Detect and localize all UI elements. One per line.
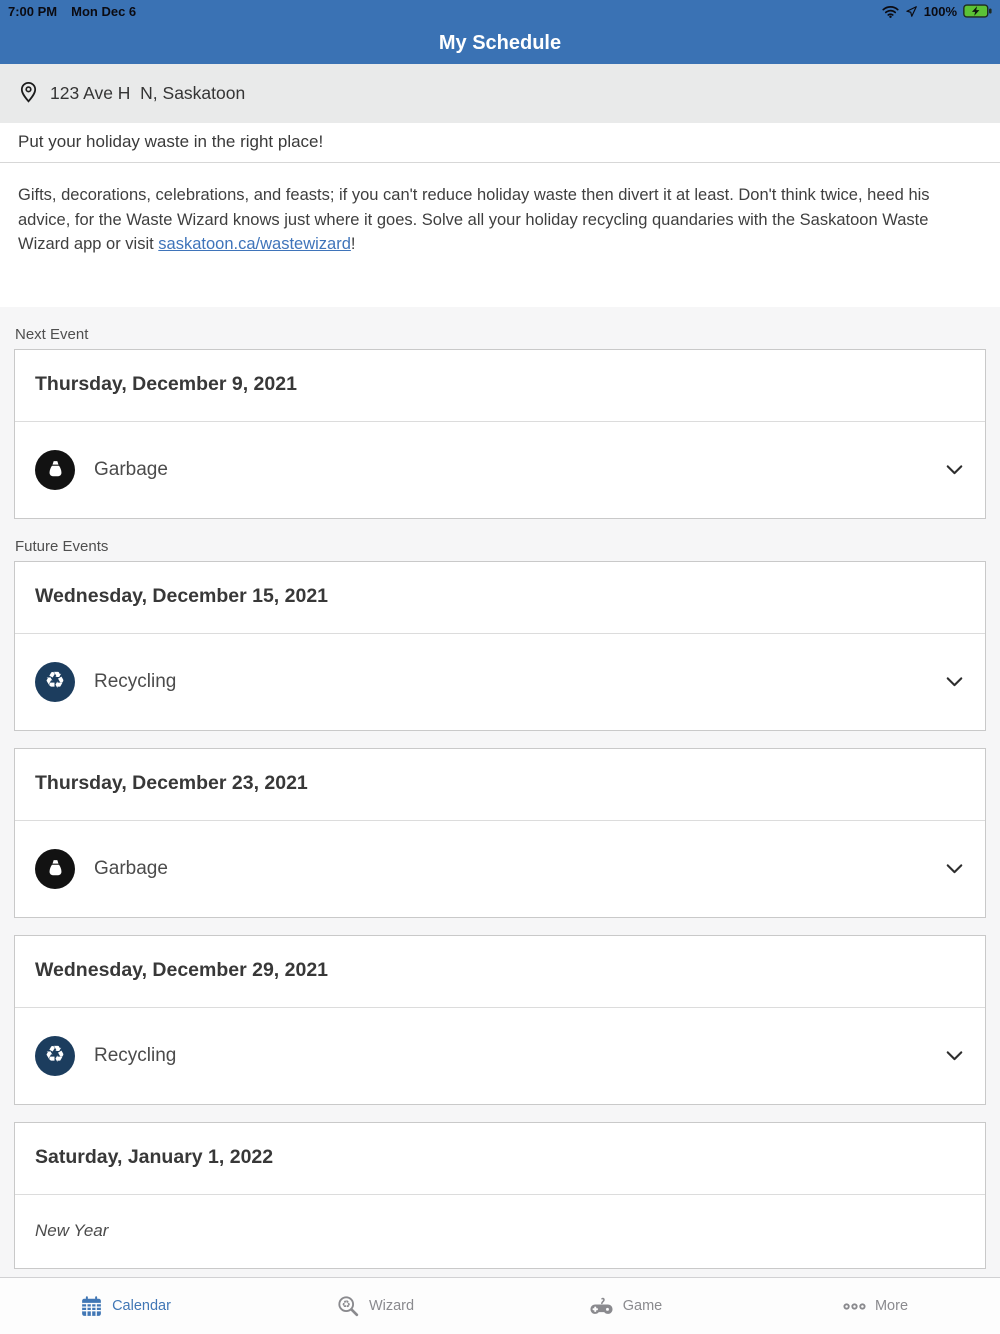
event-card [14, 349, 986, 519]
event-label: Recycling [94, 1044, 177, 1066]
event-label: Garbage [94, 857, 168, 879]
status-bar [0, 0, 1000, 22]
event-row-garbage[interactable] [15, 821, 985, 917]
notice-headline: Put your holiday waste in the right place! [0, 123, 1000, 163]
wizard-search-icon [336, 1294, 361, 1319]
svg-text:♻: ♻ [341, 1299, 351, 1311]
tab-calendar[interactable] [0, 1278, 250, 1334]
notice-text-after: ! [350, 235, 356, 253]
holiday-label: New Year [35, 1221, 109, 1240]
event-row-recycling[interactable] [15, 634, 985, 730]
notice-text-before: Gifts, decorations, celebrations, and feasts; if you can't reduce holiday waste then divert it at least. Don't think twice, heed his advice, for the Waste Wizard knows just where it goes. Solve all your holiday recycling quandaries with the Saskatoon Waste Wizard app or visit [18, 186, 930, 253]
event-date: Wednesday, December 15, 2021 [15, 562, 985, 634]
address-text: 123 Ave H N, Saskatoon [50, 83, 246, 103]
battery-percent: 100% [923, 3, 957, 19]
event-date: Thursday, December 23, 2021 [15, 749, 985, 821]
tab-wizard[interactable] [250, 1278, 500, 1334]
page-title: My Schedule [438, 31, 562, 54]
event-card [14, 561, 986, 731]
future-events-label: Future Events [15, 537, 109, 555]
header [0, 22, 1000, 64]
event-card [14, 935, 986, 1105]
map-pin-icon [16, 79, 41, 109]
event-card [14, 748, 986, 918]
recycling-icon: ♻ [35, 662, 75, 702]
next-event-label: Next Event [15, 325, 89, 343]
tab-game[interactable] [500, 1278, 750, 1334]
chevron-down-icon[interactable] [942, 1043, 967, 1068]
event-row-garbage[interactable] [15, 422, 985, 518]
event-date: Thursday, December 9, 2021 [15, 350, 985, 422]
tab-label: Wizard [368, 1298, 415, 1314]
location-services-icon [905, 5, 918, 18]
gamepad-icon [588, 1293, 615, 1320]
tab-more[interactable] [750, 1278, 1000, 1334]
chevron-down-icon[interactable] [942, 669, 967, 694]
event-row-recycling[interactable] [15, 1008, 985, 1104]
wastewizard-link[interactable]: saskatoon.ca/wastewizard [158, 235, 351, 253]
chevron-down-icon[interactable] [942, 457, 967, 482]
tab-label: Game [622, 1298, 663, 1314]
calendar-icon [79, 1294, 104, 1319]
battery-charging-icon [963, 4, 992, 18]
event-card [14, 1122, 986, 1269]
schedule-list [0, 307, 1000, 1334]
recycling-icon: ♻ [35, 1036, 75, 1076]
status-time: 7:00 PM [8, 3, 58, 19]
event-label: Recycling [94, 670, 177, 692]
event-date: Saturday, January 1, 2022 [15, 1123, 985, 1195]
holiday-row [15, 1195, 985, 1268]
tab-bar [0, 1277, 1000, 1334]
status-date: Mon Dec 6 [71, 3, 137, 19]
tab-label: Calendar [112, 1298, 171, 1314]
garbage-bag-icon [35, 849, 75, 889]
garbage-bag-icon [35, 450, 75, 490]
notice-body [0, 163, 1000, 307]
more-dots-icon [842, 1294, 867, 1319]
event-label: Garbage [94, 458, 168, 480]
event-date: Wednesday, December 29, 2021 [15, 936, 985, 1008]
tab-label: More [874, 1298, 909, 1314]
wifi-icon [882, 5, 899, 18]
chevron-down-icon[interactable] [942, 856, 967, 881]
location-bar[interactable] [0, 64, 1000, 123]
